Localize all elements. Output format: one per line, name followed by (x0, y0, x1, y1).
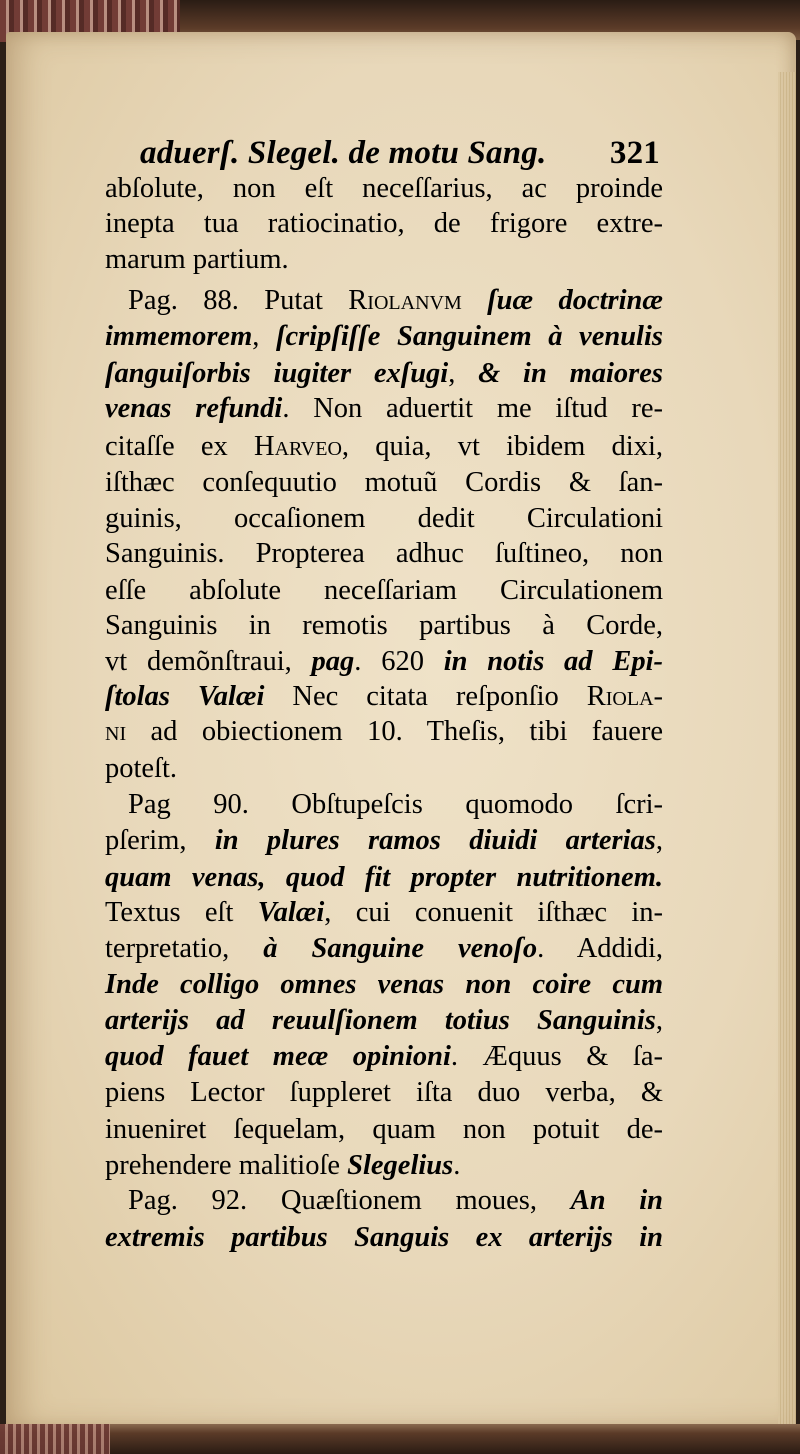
text-segment: Sanguinis in remotis partibus à Corde, (105, 610, 663, 641)
text-line (105, 574, 663, 608)
text-segment: Harveo (254, 431, 342, 462)
text-segment: in plures ramos diuidi arterias (214, 825, 656, 856)
text-segment: ſuæ doctrinæ (461, 285, 663, 316)
text-segment: marum partium. (105, 244, 289, 275)
text-line (105, 466, 663, 500)
text-segment: , cui conuenit iſthæc in- (324, 897, 663, 928)
text-segment: Nec citata reſponſio (264, 681, 587, 712)
text-line (128, 284, 663, 318)
text-segment: Riolanvm (348, 285, 462, 316)
text-line (105, 896, 663, 930)
text-line (105, 752, 663, 786)
text-segment: & in maiores (478, 358, 663, 389)
text-segment: iſthæc conſequutio motuũ Cordis & ſan- (105, 467, 663, 498)
text-segment: , (448, 358, 479, 389)
book-cover-bottom-edge (0, 1424, 800, 1454)
text-segment: abſolute, non eſt neceſſarius, ac proinde (105, 173, 663, 204)
text-segment: ni (105, 716, 127, 747)
text-line (105, 502, 663, 536)
text-segment: ſanguiſorbis iugiter exſugi (105, 358, 449, 389)
text-segment: immemorem (105, 321, 253, 352)
text-segment: . 88. Putat (170, 285, 349, 316)
text-line (105, 243, 663, 277)
text-segment: 90. Obſtupeſcis quomodo ſcri- (170, 789, 663, 820)
text-segment: inepta tua ratiocinatio, de frigore extre- (105, 208, 663, 239)
text-segment: , (655, 825, 663, 856)
text-segment: terpretatio, (105, 933, 264, 964)
text-line (105, 1113, 663, 1147)
text-segment: prehendere malitioſe (105, 1150, 348, 1181)
page-number: 321 (609, 135, 660, 171)
text-line (105, 1076, 663, 1110)
text-line (128, 1184, 663, 1218)
text-line (105, 1004, 663, 1038)
text-segment: An in (570, 1185, 663, 1216)
text-segment: . 620 (354, 646, 444, 677)
text-line (128, 788, 663, 822)
text-segment: ſcripſiſſe Sanguinem à venulis (275, 321, 663, 352)
text-segment: Inde colligo omnes venas non coire cum (105, 969, 663, 1000)
text-segment: à Sanguine venoſo (263, 933, 538, 964)
text-line (105, 680, 663, 714)
text-segment: piens Lector ſuppleret iſta duo verba, & (105, 1077, 663, 1108)
text-segment: ſtolas Valæi (105, 681, 265, 712)
text-segment: inueniret ſequelam, quam non potuit de- (105, 1114, 663, 1145)
text-segment: Pag (128, 789, 171, 820)
running-title: aduerſ. Slegel. de motu Sang. (140, 135, 547, 171)
text-segment: . 92. Quæſtionem moues, (170, 1185, 571, 1216)
text-line (105, 172, 663, 206)
text-segment: pſerim, (105, 825, 215, 856)
text-segment: Slegelius (347, 1150, 454, 1181)
text-line (105, 968, 663, 1002)
text-segment: extremis partibus Sanguis ex arterijs in (105, 1222, 663, 1253)
text-segment: vt demõnſtraui, (105, 646, 312, 677)
text-segment: , quia, vt ibidem dixi, (341, 431, 663, 462)
text-line (105, 1149, 663, 1183)
text-line (105, 932, 663, 966)
text-segment: citaſſe ex (105, 431, 255, 462)
text-segment: in notis ad Epi- (443, 646, 663, 677)
text-segment: guinis, occaſionem dedit Circulationi (105, 503, 663, 534)
text-line (105, 1040, 663, 1074)
text-segment: . (453, 1150, 461, 1181)
text-line (105, 537, 663, 571)
bottom-stitching (0, 1424, 110, 1454)
text-line (105, 609, 663, 643)
text-segment: ad obiectionem 10. Theſis, tibi fauere (126, 716, 663, 747)
text-segment: eſſe abſolute neceſſariam Circulationem (105, 575, 663, 606)
text-segment: venas refundi (105, 393, 283, 424)
text-line (105, 1221, 663, 1255)
text-segment: Sanguinis. Propterea adhuc ſuſtineo, non (105, 538, 663, 569)
text-line (105, 357, 663, 391)
text-segment: , (655, 1005, 663, 1036)
running-header (140, 135, 660, 175)
text-segment: arterijs ad reuulſionem totius Sanguinis (105, 1005, 656, 1036)
text-line (105, 392, 663, 426)
text-segment: Pag (128, 1185, 171, 1216)
text-segment: . Æquus & ſa- (450, 1041, 663, 1072)
text-line (105, 430, 663, 464)
text-segment: Valæi (257, 897, 325, 928)
text-line (105, 645, 663, 679)
text-line (105, 824, 663, 858)
text-segment: quod fauet meæ opinioni (105, 1041, 451, 1072)
text-segment: , (252, 321, 276, 352)
text-line (105, 320, 663, 354)
text-segment: Pag (128, 285, 171, 316)
text-segment: quam venas, quod fit propter nutritionem. (105, 862, 663, 893)
text-segment: . Non aduertit me iſtud re- (282, 393, 663, 424)
text-segment: poteſt. (105, 753, 178, 784)
page-fore-edge (778, 72, 796, 1432)
text-segment: Textus eſt (105, 897, 258, 928)
text-segment: pag (311, 646, 355, 677)
text-segment: Riola- (586, 681, 664, 712)
text-segment: . Addidi, (537, 933, 663, 964)
text-line (105, 207, 663, 241)
text-line (105, 715, 663, 749)
text-line (105, 861, 663, 895)
